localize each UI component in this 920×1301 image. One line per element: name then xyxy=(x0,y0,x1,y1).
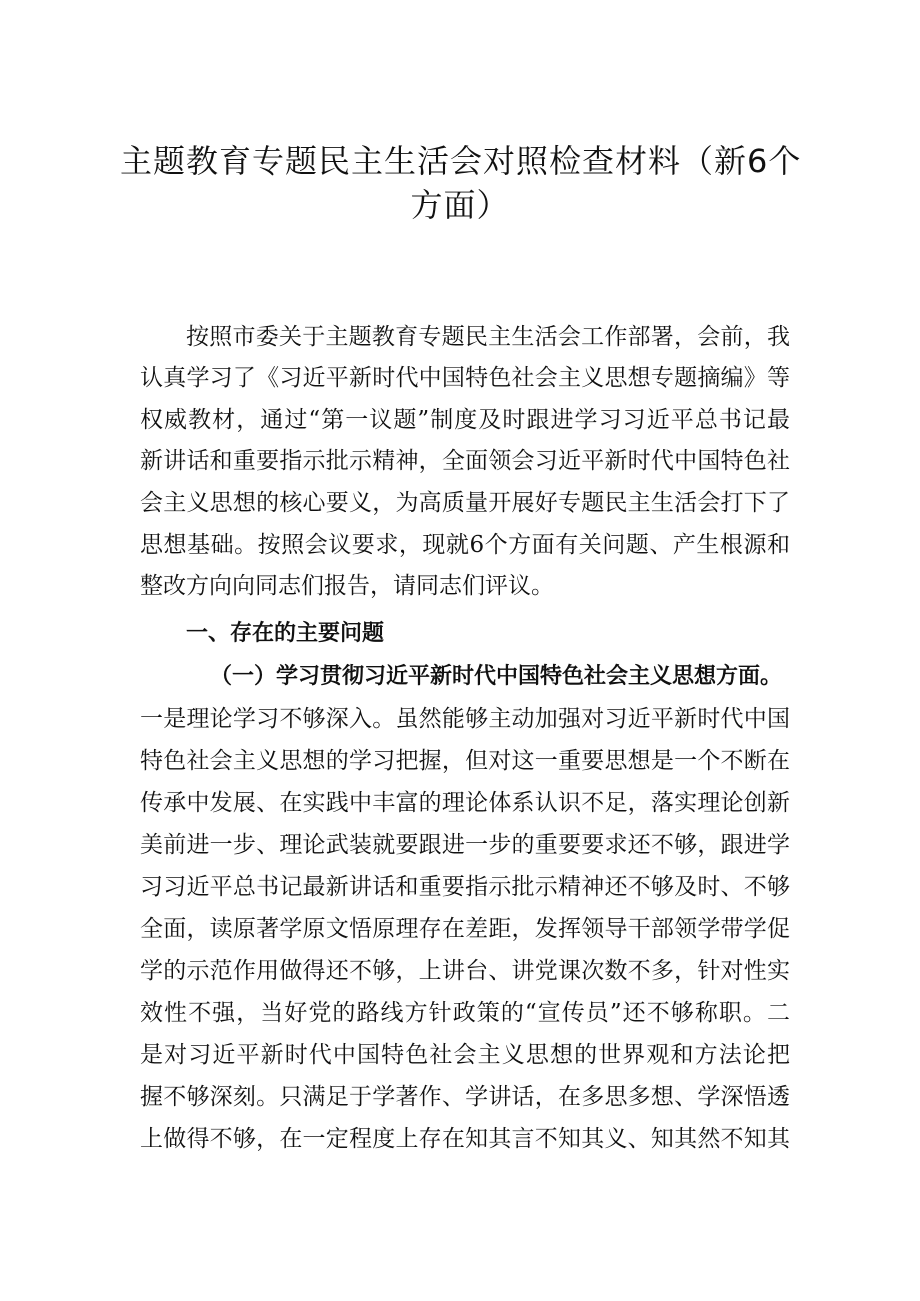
body-paragraph-line: 全面，读原著学原文悟原理存在差距，发挥领导干部领学带学促 xyxy=(140,916,790,942)
intro-paragraph-line: 权威教材，通过“第一议题”制度及时跟进学习习近平总书记最 xyxy=(140,407,790,433)
document-title-line-2: 方面） xyxy=(410,186,510,224)
body-paragraph-line: 习习近平总书记最新讲话和重要指示批示精神还不够及时、不够 xyxy=(140,874,790,900)
subsection-heading: （一）学习贯彻习近平新时代中国特色社会主义思想方面。 xyxy=(210,664,783,689)
section-heading: 一、存在的主要问题 xyxy=(186,621,385,646)
body-paragraph-line: 是对习近平新时代中国特色社会主义思想的世界观和方法论把 xyxy=(140,1042,790,1068)
intro-paragraph-line: 新讲话和重要指示批示精神，全面领会习近平新时代中国特色社 xyxy=(140,448,790,474)
body-paragraph-line: 效性不强，当好党的路线方针政策的“宣传员”还不够称职。二 xyxy=(140,1000,790,1026)
intro-paragraph-line: 按照市委关于主题教育专题民主生活会工作部署，会前，我 xyxy=(186,324,790,350)
intro-paragraph-line: 思想基础。按照会议要求，现就6个方面有关问题、产生根源和 xyxy=(140,532,790,558)
body-paragraph-line: 传承中发展、在实践中丰富的理论体系认识不足，落实理论创新 xyxy=(140,790,790,816)
body-paragraph-line: 学的示范作用做得还不够，上讲台、讲党课次数不多，针对性实 xyxy=(140,958,790,984)
body-paragraph-line: 特色社会主义思想的学习把握，但对这一重要思想是一个不断在 xyxy=(140,748,790,774)
intro-paragraph-line: 认真学习了《习近平新时代中国特色社会主义思想专题摘编》等 xyxy=(140,365,790,391)
intro-paragraph-line: 整改方向向同志们报告，请同志们评议。 xyxy=(140,573,554,599)
intro-paragraph-line: 会主义思想的核心要义，为高质量开展好专题民主生活会打下了 xyxy=(140,490,790,516)
body-paragraph-line: 握不够深刻。只满足于学著作、学讲话，在多思多想、学深悟透 xyxy=(140,1084,790,1110)
body-paragraph-line: 上做得不够，在一定程度上存在知其言不知其义、知其然不知其 xyxy=(140,1126,790,1152)
body-paragraph-line: 一是理论学习不够深入。虽然能够主动加强对习近平新时代中国 xyxy=(140,706,790,732)
body-paragraph-line: 美前进一步、理论武装就要跟进一步的重要要求还不够，跟进学 xyxy=(140,832,790,858)
document-title-line-1: 主题教育专题民主生活会对照检查材料（新6个 xyxy=(120,142,802,180)
